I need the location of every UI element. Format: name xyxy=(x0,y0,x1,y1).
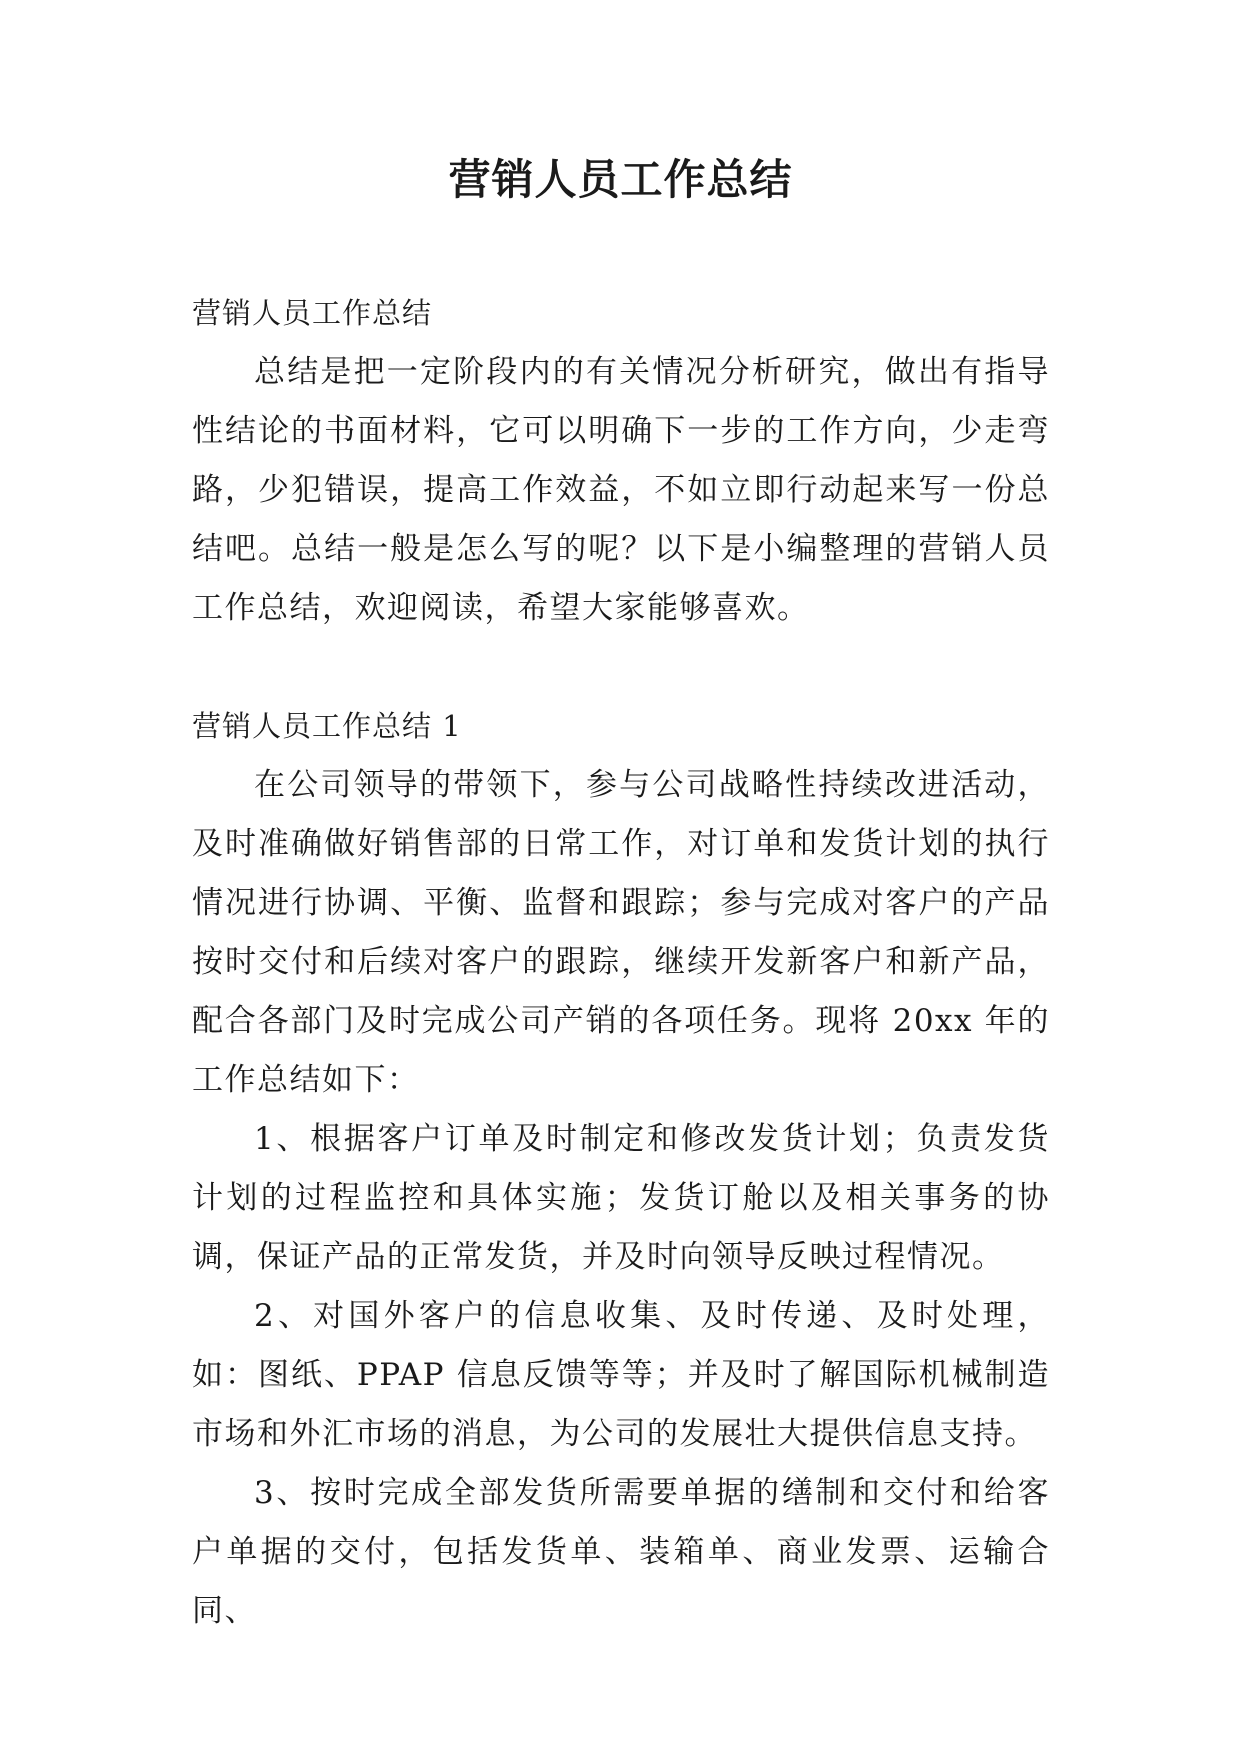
intro-heading: 营销人员工作总结 xyxy=(192,296,433,330)
document-body xyxy=(192,284,1050,1641)
section1-item-1: 1、根据客户订单及时制定和修改发货计划；负责发货计划的过程监控和具体实施；发货订舱以及相关事务的协调，保证产品的正常发货，并及时向领导反映过程情况。 xyxy=(192,1121,1050,1275)
section1-item-2: 2、对国外客户的信息收集、及时传递、及时处理，如：图纸、PPAP 信息反馈等等；并及时了解国际机械制造市场和外汇市场的消息，为公司的发展壮大提供信息支持。 xyxy=(192,1298,1050,1452)
section1-paragraph-intro: 在公司领导的带领下，参与公司战略性持续改进活动，及时准确做好销售部的日常工作，对订单和发货计划的执行情况进行协调、平衡、监督和跟踪；参与完成对客户的产品按时交付和后续对客户的跟踪，继续开发新客户和新产品，配合各部门及时完成公司产销的各项任务。现将 20xx 年的工作总结如下： xyxy=(192,767,1050,1098)
section1-heading: 营销人员工作总结 1 xyxy=(192,709,462,743)
document-title: 营销人员工作总结 xyxy=(448,155,793,204)
intro-paragraph: 总结是把一定阶段内的有关情况分析研究，做出有指导性结论的书面材料，它可以明确下一步的工作方向，少走弯路，少犯错误，提高工作效益，不如立即行动起来写一份总结吧。总结一般是怎么写的呢？以下是小编整理的营销人员工作总结，欢迎阅读，希望大家能够喜欢。 xyxy=(192,354,1050,626)
section1-item-3: 3、按时完成全部发货所需要单据的缮制和交付和给客户单据的交付，包括发货单、装箱单、商业发票、运输合同、 xyxy=(192,1475,1050,1629)
section-spacer xyxy=(192,638,1050,697)
